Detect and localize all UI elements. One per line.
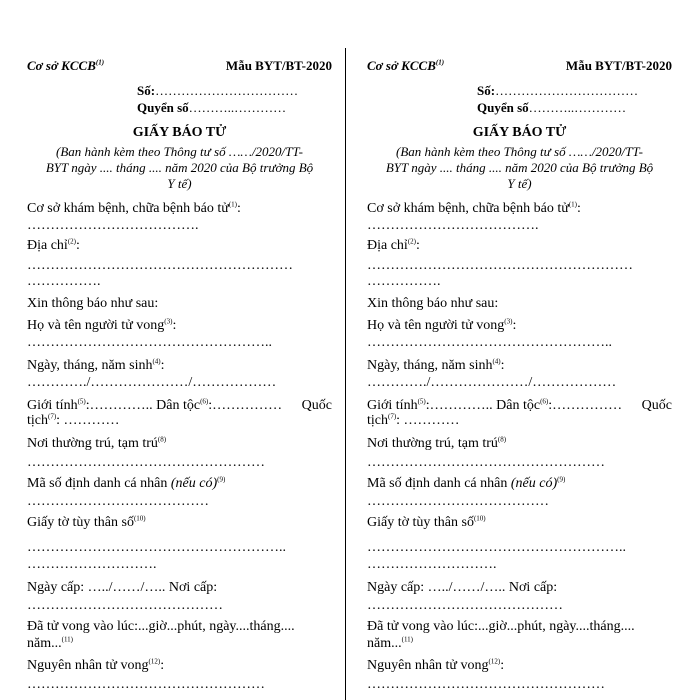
- field-dots-id-paper-2[interactable]: ……………………….: [367, 557, 497, 572]
- death-notice-form-right: [367, 0, 672, 700]
- so-dots[interactable]: ……………………………: [495, 83, 639, 98]
- field-dots-cause[interactable]: ……………………………………………: [27, 677, 265, 692]
- quyen-label: Quyển số: [137, 100, 189, 115]
- field-dots-address[interactable]: …………………………………………………: [27, 258, 293, 273]
- intro-text: Xin thông báo như sau:: [367, 296, 499, 311]
- field-dots-issue-place[interactable]: ……………………………………: [367, 598, 563, 613]
- field-label-name: Họ và tên người tử vong$^{(3)}$:: [367, 317, 517, 333]
- field-dots-issue-place[interactable]: ……………………………………: [27, 598, 223, 613]
- field-label-facility: Cơ sở khám bệnh, chữa bệnh báo tử$^{(1)}$:: [27, 200, 241, 216]
- form-header: [27, 58, 332, 74]
- field-dots-facility[interactable]: ……………………………….: [27, 218, 199, 233]
- death-notice-form-left: [27, 0, 332, 700]
- field-dots-address-2[interactable]: …………….: [367, 274, 441, 289]
- quyen-label: Quyển số: [477, 100, 529, 115]
- quyen-dots[interactable]: ………..…………: [528, 100, 627, 115]
- field-label-dob: Ngày, tháng, năm $\sinh^{(4)}$:: [367, 357, 505, 373]
- page-title: GIẤY BÁO TỬ: [132, 125, 227, 140]
- field-label-address: Địa chỉ$^{(2)}$:: [367, 237, 420, 253]
- field-label-residence: Nơi thường trú, tạm trú$^{(8)}$: [27, 435, 167, 451]
- form-header: [367, 58, 672, 74]
- so-dots[interactable]: ……………………………: [155, 83, 299, 98]
- subtitle: (Ban hành kèm theo Thông tư số ……/2020/TT- BYT ngày .... tháng .... năm 2020 của Bộ trưởng Bộ Y tế): [385, 144, 654, 191]
- form-code: Mẫu BYT/BT-2020: [225, 58, 332, 73]
- footnote-ref: (1): [435, 58, 445, 67]
- field-label-cause: Nguyên nhân tử vong$^{(12)}$:: [367, 657, 505, 673]
- field-label-issue-date[interactable]: Ngày cấp: …../……/….. Nơi cấp:: [367, 580, 558, 595]
- field-dots-dob[interactable]: …………./…………………/………………: [27, 375, 277, 390]
- field-nationality[interactable]: tịch$^{(7)}$: …………: [27, 412, 120, 428]
- field-dots-dob[interactable]: …………./…………………/………………: [367, 375, 617, 390]
- field-label-residence: Nơi thường trú, tạm trú$^{(8)}$: [367, 435, 507, 451]
- column-divider: [345, 48, 346, 700]
- number-block: [137, 82, 298, 116]
- field-dots-facility[interactable]: ……………………………….: [367, 218, 539, 233]
- subtitle: (Ban hành kèm theo Thông tư số ……/2020/TT- BYT ngày .... tháng .... năm 2020 của Bộ trưởng Bộ Y tế): [45, 144, 314, 191]
- field-label-facility: Cơ sở khám bệnh, chữa bệnh báo tử$^{(1)}$:: [367, 200, 581, 216]
- field-death-time[interactable]: Đã tử vong vào lúc:...giờ...phút, ngày....tháng....: [27, 619, 295, 634]
- field-label-id-paper: Giấy tờ tùy thân số$^{(10)}$: [367, 514, 486, 530]
- page-title: GIẤY BÁO TỬ: [472, 125, 567, 140]
- field-death-time-2[interactable]: năm...$^{(11)}$: [367, 635, 414, 651]
- field-dots-address-2[interactable]: …………….: [27, 274, 101, 289]
- facility-label: Cơ sở KCCB: [27, 58, 96, 73]
- field-nationality[interactable]: tịch$^{(7)}$: …………: [367, 412, 460, 428]
- field-dots-id-code[interactable]: …………………………………: [367, 494, 549, 509]
- field-death-time-2[interactable]: năm...$^{(11)}$: [27, 635, 74, 651]
- field-label-id-paper: Giấy tờ tùy thân số$^{(10)}$: [27, 514, 146, 530]
- footnote-ref: (1): [95, 58, 105, 67]
- field-dots-address[interactable]: …………………………………………………: [367, 258, 633, 273]
- field-dots-name[interactable]: ……………………………………………..: [27, 335, 272, 350]
- field-label-name: Họ và tên người tử vong$^{(3)}$:: [27, 317, 177, 333]
- field-label-cause: Nguyên nhân tử vong$^{(12)}$:: [27, 657, 165, 673]
- field-dots-cause[interactable]: ……………………………………………: [367, 677, 605, 692]
- field-death-time[interactable]: Đã tử vong vào lúc:...giờ...phút, ngày....tháng....: [367, 619, 635, 634]
- field-gender-ethnicity[interactable]: Giới tính$^{(5)}$:………….. Dân tộc$^{(6)}$:…………… Quốc: [27, 397, 332, 413]
- field-label-address: Địa chỉ$^{(2)}$:: [27, 237, 80, 253]
- quyen-dots[interactable]: ………..…………: [188, 100, 287, 115]
- field-dots-id-paper[interactable]: ………………………………………………..: [367, 540, 626, 555]
- so-label: Số:: [137, 83, 156, 98]
- field-dots-residence[interactable]: ……………………………………………: [367, 455, 605, 470]
- field-label-dob: Ngày, tháng, năm $\sinh^{(4)}$:: [27, 357, 165, 373]
- field-dots-name[interactable]: ……………………………………………..: [367, 335, 612, 350]
- field-dots-residence[interactable]: ……………………………………………: [27, 455, 265, 470]
- field-gender-ethnicity[interactable]: Giới tính$^{(5)}$:………….. Dân tộc$^{(6)}$:…………… Quốc: [367, 397, 672, 413]
- field-label-id-code: Mã số định danh cá nhân (nếu có)$^{(9)}$: [367, 475, 566, 491]
- number-block: [477, 82, 638, 116]
- field-dots-id-paper[interactable]: ………………………………………………..: [27, 540, 286, 555]
- field-dots-id-paper-2[interactable]: ……………………….: [27, 557, 157, 572]
- intro-text: Xin thông báo như sau:: [27, 296, 159, 311]
- field-label-id-code: Mã số định danh cá nhân (nếu có)$^{(9)}$: [27, 475, 226, 491]
- so-label: Số:: [477, 83, 496, 98]
- form-code: Mẫu BYT/BT-2020: [565, 58, 672, 73]
- facility-label: Cơ sở KCCB: [367, 58, 436, 73]
- field-dots-id-code[interactable]: …………………………………: [27, 494, 209, 509]
- field-label-issue-date[interactable]: Ngày cấp: …../……/….. Nơi cấp:: [27, 580, 218, 595]
